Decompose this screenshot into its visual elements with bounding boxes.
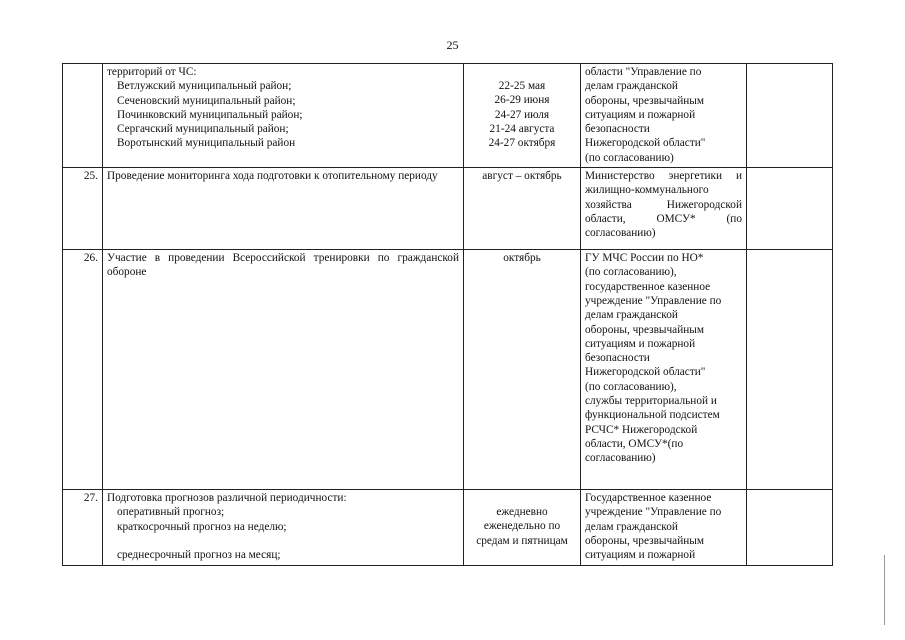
forecast-item: краткосрочный прогноз на неделю; xyxy=(117,520,287,533)
responsible-line: Нижегородской области" xyxy=(585,137,706,150)
district-item: Починковский муниципальный район; xyxy=(117,108,303,121)
event-date-cell xyxy=(464,490,581,565)
district-item: Воротынский муниципальный район xyxy=(117,137,296,150)
note-cell xyxy=(747,490,833,565)
responsible-line: учреждение "Управление по xyxy=(585,294,722,307)
responsible-line: делам гражданской xyxy=(585,520,678,533)
table-row-continuation xyxy=(63,64,833,168)
district-date: 24-27 июля xyxy=(494,108,550,121)
note-cell xyxy=(747,64,833,168)
district-item: Сеченовский муниципальный район; xyxy=(117,94,296,107)
event-name-cell xyxy=(103,490,464,565)
responsible-cell xyxy=(581,250,747,490)
table-row xyxy=(63,490,833,565)
responsible-line: области, ОМСУ*(по xyxy=(585,437,684,450)
responsible-line: безопасности xyxy=(585,352,650,365)
scan-edge-mark xyxy=(884,555,888,625)
row-number-cell: 27. xyxy=(63,490,103,565)
responsible-cell xyxy=(581,64,747,168)
responsible-line: государственное казенное xyxy=(585,280,711,293)
forecast-item: среднесрочный прогноз на месяц; xyxy=(117,548,281,561)
table-row xyxy=(63,168,833,250)
event-name-cell: Участие в проведении Всероссийской тренировки по гражданской обороне xyxy=(103,250,464,490)
responsible-line: делам гражданской xyxy=(585,309,678,322)
event-name-cell xyxy=(103,64,464,168)
responsible-line: ситуациям и пожарной xyxy=(585,337,696,350)
row-number-cell xyxy=(63,64,103,168)
responsible-line: функциональной подсистем xyxy=(585,409,720,422)
responsible-cell xyxy=(581,490,747,565)
district-date: 21-24 августа xyxy=(489,122,555,135)
event-name-text: территорий от ЧС: xyxy=(107,66,197,78)
forecast-item: оперативный прогноз; xyxy=(117,506,225,519)
responsible-line: ГУ МЧС России по НО* xyxy=(585,252,704,265)
forecast-date: еженедельно по средам и пятницам xyxy=(476,520,568,547)
forecast-date: ежедневно xyxy=(496,506,548,519)
responsible-line: (по согласованию), xyxy=(585,380,677,393)
responsible-line: (по согласованию) xyxy=(585,151,674,164)
responsible-line: учреждение "Управление по xyxy=(585,506,722,519)
responsible-line: обороны, чрезвычайным xyxy=(585,534,705,547)
district-item: Сергачский муниципальный район; xyxy=(117,123,289,136)
event-date-cell: октябрь xyxy=(464,250,581,490)
responsible-line: Государственное казенное xyxy=(585,492,712,505)
responsible-line: делам гражданской xyxy=(585,80,678,93)
district-item: Ветлужский муниципальный район; xyxy=(117,80,292,93)
district-date: 22-25 мая xyxy=(498,80,546,92)
events-table xyxy=(62,63,833,566)
event-name-cell: Проведение мониторинга хода подготовки к отопительному периоду xyxy=(103,168,464,250)
responsible-line: ситуациям и пожарной xyxy=(585,549,696,562)
page-number: 25 xyxy=(446,38,459,52)
responsible-line: ситуациям и пожарной xyxy=(585,108,696,121)
responsible-line: (по согласованию), xyxy=(585,266,677,279)
event-name-text: Подготовка прогнозов различной периодичности: xyxy=(107,492,347,505)
district-date: 24-27 октября xyxy=(488,137,556,150)
row-number-cell: 25. xyxy=(63,168,103,250)
responsible-line: обороны, чрезвычайным xyxy=(585,323,705,336)
responsible-line: области "Управление по xyxy=(585,66,702,78)
responsible-line: службы территориальной и xyxy=(585,395,717,408)
responsible-cell: Министерство энергетики и жилищно-коммунального хозяйства Нижегородской области, ОМСУ* (по согласованию) xyxy=(581,168,747,250)
note-cell xyxy=(747,250,833,490)
responsible-line: РСЧС* Нижегородской xyxy=(585,423,698,436)
responsible-line: согласованию) xyxy=(585,452,656,465)
responsible-line: обороны, чрезвычайным xyxy=(585,94,705,107)
responsible-line: безопасности xyxy=(585,123,650,136)
table-row xyxy=(63,250,833,490)
event-date-cell: август – октябрь xyxy=(464,168,581,250)
district-date: 26-29 июня xyxy=(494,94,550,107)
row-number-cell: 26. xyxy=(63,250,103,490)
responsible-line: Нижегородской области" xyxy=(585,366,706,379)
note-cell xyxy=(747,168,833,250)
event-date-cell xyxy=(464,64,581,168)
